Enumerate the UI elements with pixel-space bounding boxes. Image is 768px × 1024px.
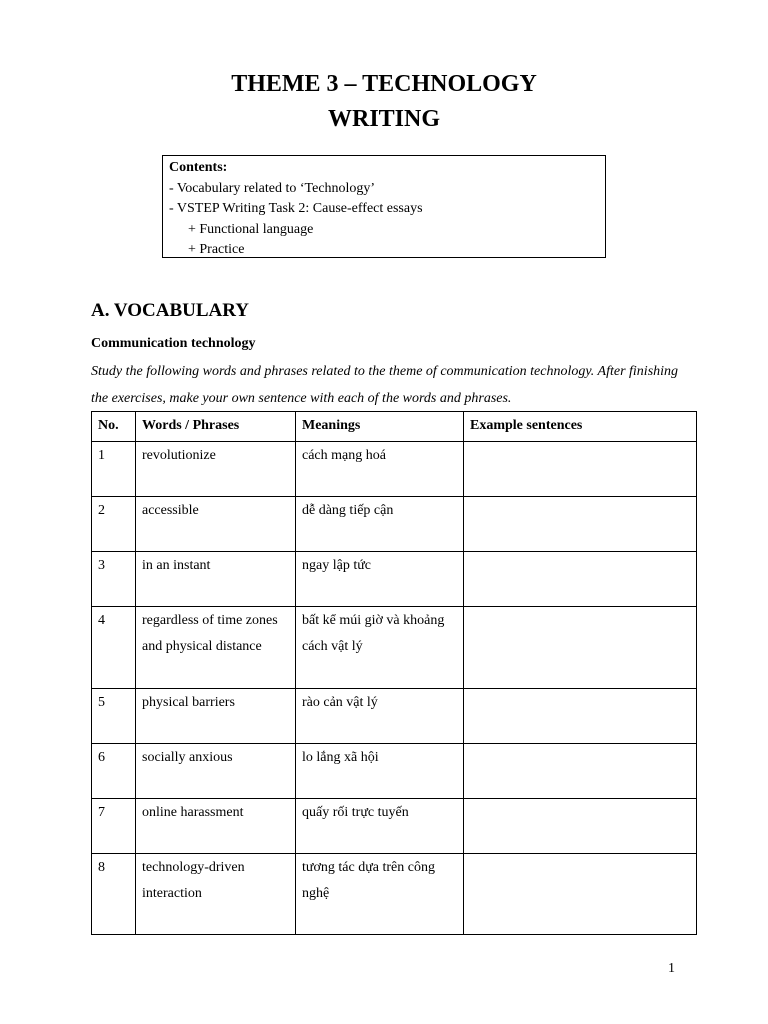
instructions-text: Study the following words and phrases related to the theme of communication technology. After finishing the exercises, make your own sentence with each of the words and phrases.	[91, 364, 679, 406]
table-row	[92, 497, 697, 552]
contents-item: - VSTEP Writing Task 2: Cause-effect essays	[169, 201, 423, 216]
cell-example[interactable]	[464, 689, 697, 744]
cell-example[interactable]	[464, 442, 697, 497]
contents-subitem: + Practice	[188, 242, 245, 257]
table-row	[92, 854, 697, 935]
cell-example[interactable]	[464, 744, 697, 799]
vocabulary-table	[91, 411, 697, 935]
cell-phrase: revolutionize	[136, 442, 296, 497]
cell-phrase: online harassment	[136, 799, 296, 854]
contents-heading: Contents:	[169, 160, 228, 175]
cell-meaning: cách mạng hoá	[296, 442, 464, 497]
cell-example[interactable]	[464, 854, 697, 935]
table-row	[92, 689, 697, 744]
header-meaning: Meanings	[296, 412, 464, 442]
contents-subitem: + Functional language	[188, 221, 314, 237]
header-example: Example sentences	[464, 412, 697, 442]
cell-no: 4	[92, 607, 136, 689]
cell-phrase: accessible	[136, 497, 296, 552]
table-header-row	[92, 412, 697, 442]
page-title: THEME 3 – TECHNOLOGY	[231, 71, 537, 97]
cell-example[interactable]	[464, 799, 697, 854]
section-heading: A. VOCABULARY	[91, 300, 250, 321]
cell-phrase: physical barriers	[136, 689, 296, 744]
table-row	[92, 442, 697, 497]
section-subheading: Communication technology	[91, 336, 256, 351]
contents-item: - Vocabulary related to ‘Technology’	[169, 180, 376, 196]
cell-example[interactable]	[464, 607, 697, 689]
cell-meaning: ngay lập tức	[296, 552, 464, 607]
cell-no: 3	[92, 552, 136, 607]
cell-meaning: dễ dàng tiếp cận	[296, 497, 464, 552]
cell-example[interactable]	[464, 552, 697, 607]
contents-box	[162, 155, 606, 258]
cell-phrase: technology-driven interaction	[136, 854, 296, 935]
cell-meaning: lo lắng xã hội	[296, 744, 464, 799]
cell-example[interactable]	[464, 497, 697, 552]
cell-meaning: rào cản vật lý	[296, 689, 464, 744]
cell-no: 5	[92, 689, 136, 744]
table-row	[92, 552, 697, 607]
cell-no: 8	[92, 854, 136, 935]
cell-meaning: quấy rối trực tuyến	[296, 799, 464, 854]
table-row	[92, 799, 697, 854]
page-subtitle: WRITING	[327, 106, 441, 132]
header-no: No.	[92, 412, 136, 442]
cell-phrase: in an instant	[136, 552, 296, 607]
cell-no: 7	[92, 799, 136, 854]
cell-meaning: bất kể múi giờ và khoảng cách vật lý	[296, 607, 464, 689]
table-row	[92, 607, 697, 689]
cell-phrase: regardless of time zones and physical distance	[136, 607, 296, 689]
header-phrase: Words / Phrases	[136, 412, 296, 442]
cell-meaning: tương tác dựa trên công nghệ	[296, 854, 464, 935]
cell-no: 1	[92, 442, 136, 497]
page-number: 1	[668, 961, 675, 976]
table-row	[92, 744, 697, 799]
cell-no: 6	[92, 744, 136, 799]
cell-no: 2	[92, 497, 136, 552]
cell-phrase: socially anxious	[136, 744, 296, 799]
